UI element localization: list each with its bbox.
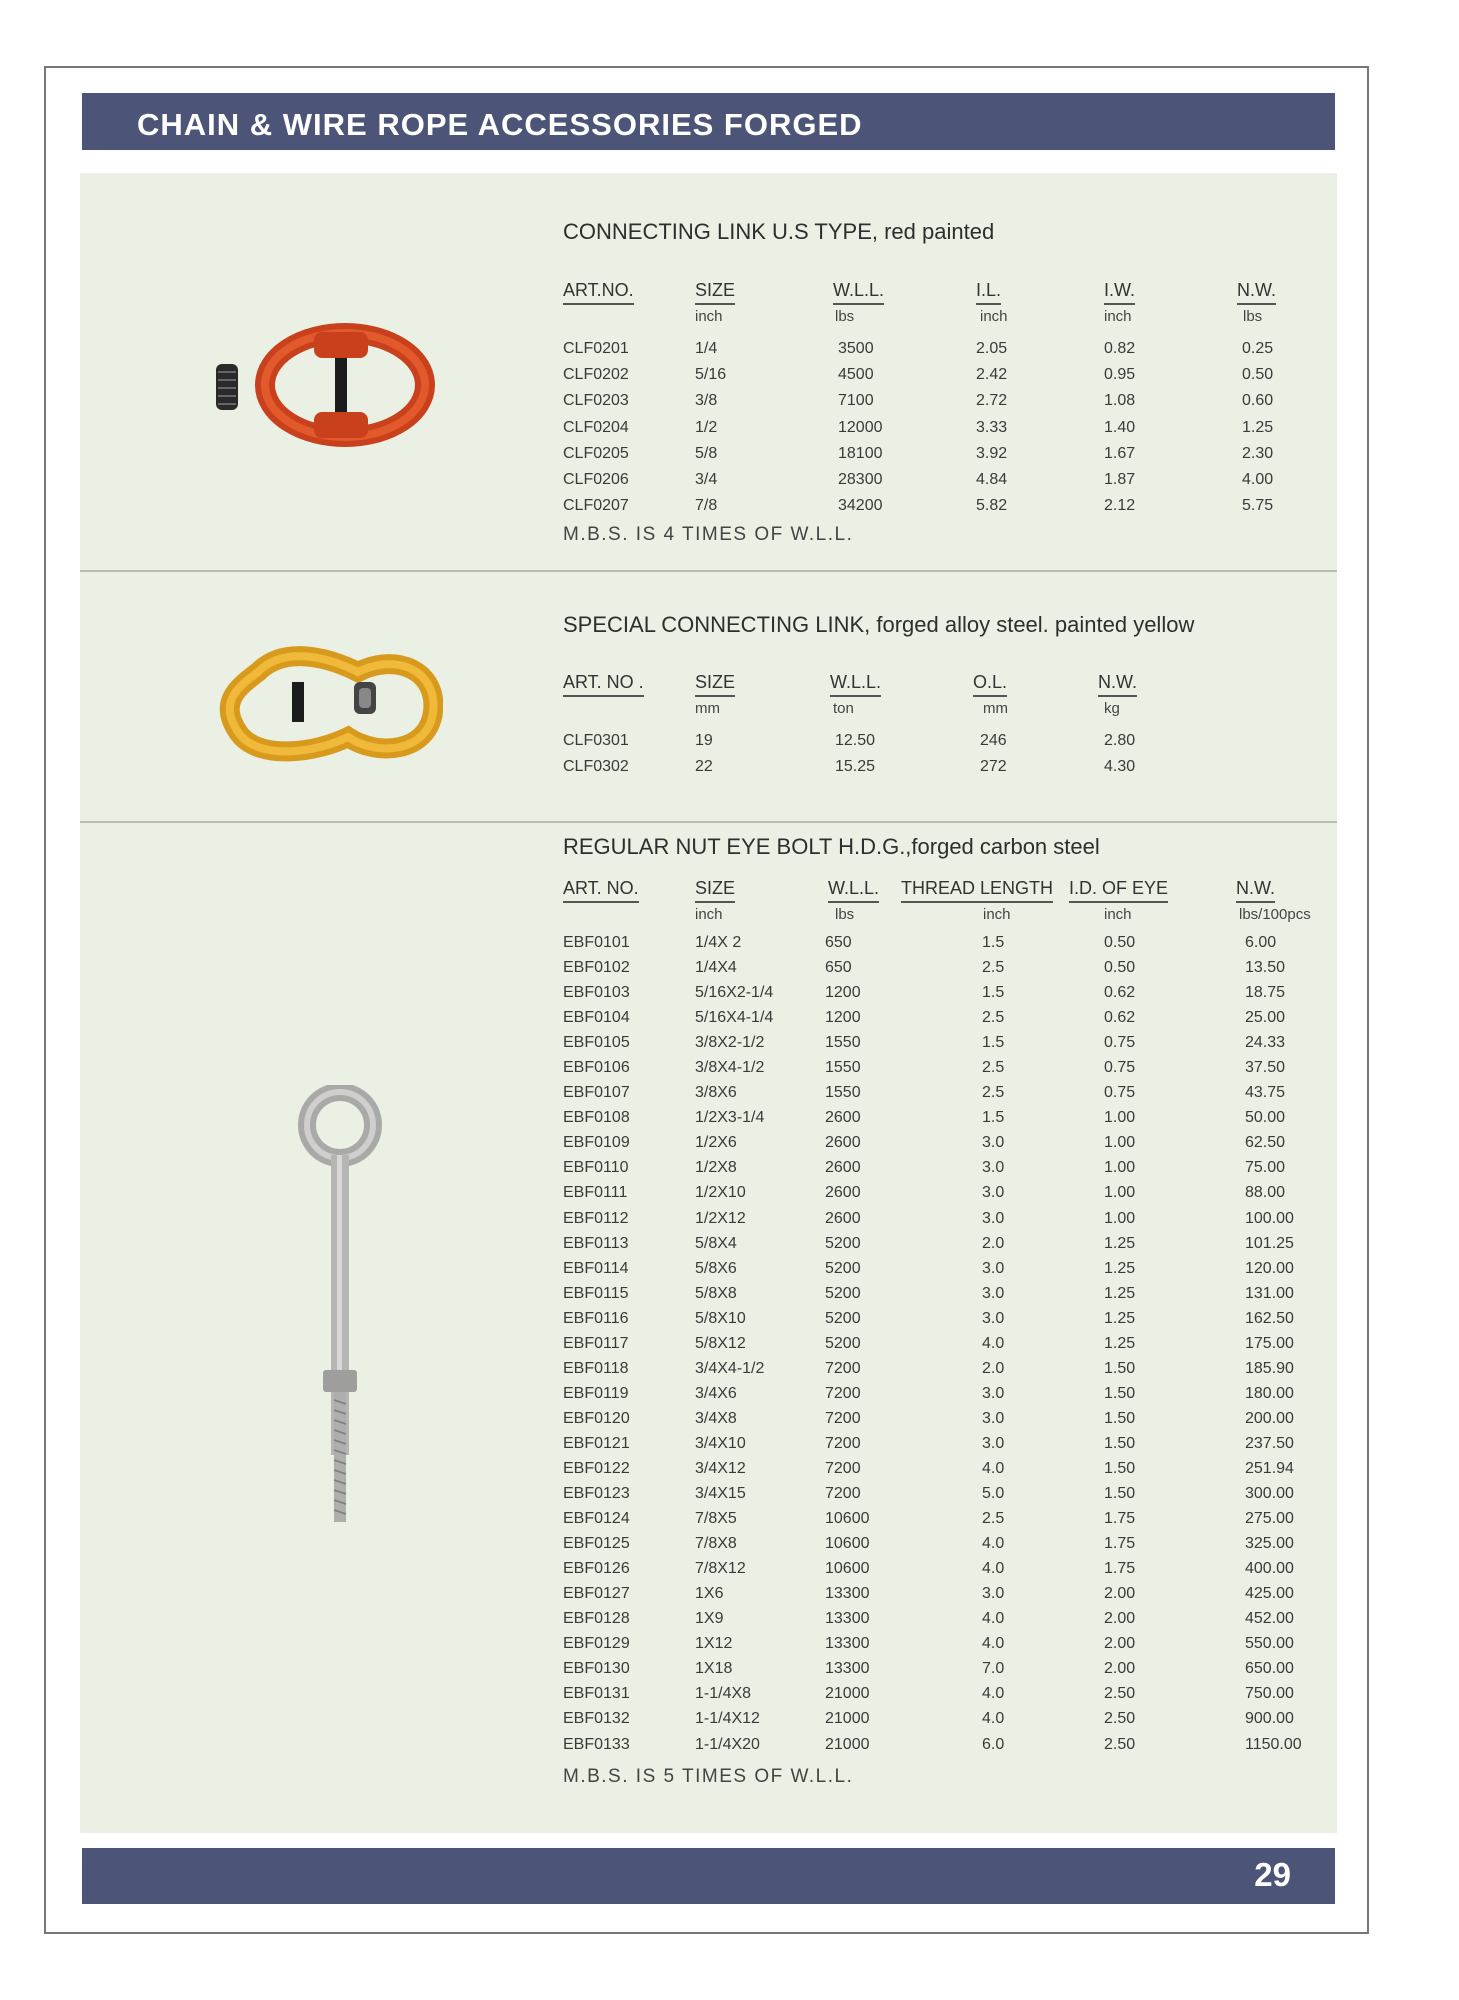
yellow-connecting-link-icon [218, 642, 443, 767]
table-cell: 1.25 [1104, 1284, 1136, 1302]
table-cell: 19 [695, 732, 713, 749]
column-unit: inch [1104, 308, 1132, 325]
section-divider [80, 821, 1337, 823]
table-cell: 2.42 [976, 366, 1008, 384]
table-cell: 325.00 [1245, 1535, 1294, 1553]
table-cell: 5/8 [695, 444, 718, 462]
column-unit: mm [983, 700, 1008, 717]
table-cell: 2.50 [1104, 1735, 1136, 1753]
table-cell: 1200 [825, 1009, 861, 1027]
column-header: O.L. [973, 672, 1007, 697]
table-cell: 1X9 [695, 1610, 724, 1628]
table-cell: 2.5 [982, 959, 1005, 977]
table-cell: 0.50 [1242, 366, 1274, 384]
table-cell: 1.25 [1242, 418, 1274, 436]
table-cell: 10600 [825, 1535, 870, 1553]
table-cell: 1.50 [1104, 1409, 1136, 1427]
table-cell: 10600 [825, 1510, 870, 1528]
table-cell: 452.00 [1245, 1610, 1294, 1628]
table-cell: 1.75 [1104, 1510, 1136, 1528]
table-cell: 15.25 [835, 758, 876, 775]
table-cell: 300.00 [1245, 1485, 1294, 1503]
table-cell: 1.00 [1104, 1159, 1136, 1177]
table-cell: 0.50 [1104, 959, 1136, 977]
table-cell: 3.0 [982, 1409, 1005, 1427]
table-cell: 18.75 [1245, 984, 1286, 1002]
table-cell: 5/8X12 [695, 1334, 746, 1352]
column-header: W.L.L. [830, 672, 881, 697]
table-cell: 21000 [825, 1710, 870, 1728]
column-unit: lbs [835, 308, 855, 325]
table-cell: EBF0116 [563, 1309, 629, 1327]
table-cell: EBF0103 [563, 984, 630, 1002]
table-cell: EBF0123 [563, 1485, 630, 1503]
table-cell: 24.33 [1245, 1034, 1286, 1052]
column-header: THREAD LENGTH [901, 878, 1053, 903]
table-cell: 0.62 [1104, 984, 1136, 1002]
table-cell: 4.00 [1242, 470, 1274, 488]
table-cell: 3.0 [982, 1134, 1005, 1152]
table-cell: 2.00 [1104, 1610, 1136, 1628]
table-cell: EBF0133 [563, 1735, 630, 1753]
table-cell: 7200 [825, 1485, 861, 1503]
table-cell: 175.00 [1245, 1334, 1294, 1352]
table-cell: 1.00 [1104, 1209, 1136, 1227]
table-cell: 275.00 [1245, 1510, 1294, 1528]
table-cell: 0.75 [1104, 1059, 1136, 1077]
table-cell: EBF0101 [563, 934, 630, 951]
table-cell: EBF0132 [563, 1710, 630, 1728]
table-cell: CLF0207 [563, 497, 629, 515]
table-cell: EBF0106 [563, 1059, 630, 1077]
table-cell: 7/8X5 [695, 1510, 737, 1528]
table-cell: 1.25 [1104, 1334, 1136, 1352]
table-cell: 3.0 [982, 1585, 1005, 1603]
table-cell: 5.82 [976, 497, 1008, 515]
table-cell: 5200 [825, 1284, 861, 1302]
table-cell: 2.50 [1104, 1685, 1136, 1703]
table-cell: 2600 [825, 1134, 861, 1152]
table-cell: 1.50 [1104, 1359, 1136, 1377]
table-cell: CLF0302 [563, 758, 629, 775]
table-cell: 4.0 [982, 1334, 1005, 1352]
column-unit: mm [695, 700, 720, 717]
table-cell: 0.25 [1242, 340, 1274, 357]
table-cell: 1X12 [695, 1635, 733, 1653]
column-header: N.W. [1236, 878, 1275, 903]
table-cell: 1.50 [1104, 1384, 1136, 1402]
table-cell: 162.50 [1245, 1309, 1294, 1327]
table-cell: 34200 [838, 497, 883, 515]
table-cell: 2.05 [976, 340, 1008, 357]
table-cell: 1.87 [1104, 470, 1136, 488]
table-cell: 1.75 [1104, 1535, 1136, 1553]
table-cell: EBF0107 [563, 1084, 630, 1102]
table-cell: 2600 [825, 1109, 861, 1127]
table-cell: 3.0 [982, 1259, 1005, 1277]
column-header: SIZE [695, 672, 735, 697]
table-cell: 3.92 [976, 444, 1008, 462]
table-cell: 120.00 [1245, 1259, 1294, 1277]
column-header: I.D. OF EYE [1069, 878, 1168, 903]
table-cell: 13300 [825, 1585, 870, 1603]
table-cell: 4500 [838, 366, 874, 384]
table-cell: EBF0126 [563, 1560, 630, 1578]
table-cell: EBF0121 [563, 1434, 630, 1452]
column-unit: kg [1104, 700, 1120, 717]
table-cell: 7200 [825, 1409, 861, 1427]
table-cell: 1200 [825, 984, 861, 1002]
table-cell: 3.0 [982, 1209, 1005, 1227]
table-cell: 1.67 [1104, 444, 1136, 462]
table-cell: EBF0114 [563, 1259, 629, 1277]
header-bar [82, 93, 1335, 150]
table-cell: 2.00 [1104, 1635, 1136, 1653]
table-cell: EBF0128 [563, 1610, 630, 1628]
table-cell: 5/8X4 [695, 1234, 737, 1252]
table-cell: 7200 [825, 1384, 861, 1402]
table-cell: 1/2X3-1/4 [695, 1109, 765, 1127]
table-cell: EBF0122 [563, 1459, 630, 1477]
table-cell: 251.94 [1245, 1459, 1294, 1477]
table-cell: 4.30 [1104, 758, 1136, 775]
table-cell: 5/16 [695, 366, 727, 384]
table-cell: 1550 [825, 1059, 861, 1077]
table-cell: CLF0206 [563, 470, 629, 488]
table-cell: 3500 [838, 340, 874, 357]
table-cell: EBF0105 [563, 1034, 630, 1052]
column-header: ART. NO . [563, 672, 644, 697]
table-cell: 3.33 [976, 418, 1008, 436]
table-cell: 2.5 [982, 1510, 1005, 1528]
table-cell: 200.00 [1245, 1409, 1294, 1427]
table-cell: 1/2X6 [695, 1134, 737, 1152]
table-cell: 13.50 [1245, 959, 1286, 977]
table-cell: 1.5 [982, 934, 1005, 951]
table-cell: EBF0130 [563, 1660, 630, 1678]
table-cell: 5/16X2-1/4 [695, 984, 774, 1002]
table-cell: 100.00 [1245, 1209, 1294, 1227]
table-cell: 3.0 [982, 1384, 1005, 1402]
spring-pin-icon [216, 364, 238, 410]
table-cell: 1.75 [1104, 1560, 1136, 1578]
table-cell: EBF0112 [563, 1209, 629, 1227]
table-cell: 2600 [825, 1184, 861, 1202]
column-header: I.L. [976, 280, 1001, 305]
column-unit: inch [983, 906, 1011, 923]
column-unit: lbs [835, 906, 855, 923]
table-cell: 12.50 [835, 732, 876, 749]
table-cell: 1550 [825, 1084, 861, 1102]
table-cell: 43.75 [1245, 1084, 1286, 1102]
table-cell: 180.00 [1245, 1384, 1294, 1402]
table-cell: 550.00 [1245, 1635, 1294, 1653]
table-cell: 0.60 [1242, 392, 1274, 410]
table-cell: 1550 [825, 1034, 861, 1052]
table-cell: 18100 [838, 444, 883, 462]
table-cell: 650 [825, 934, 852, 951]
table-cell: 650.00 [1245, 1660, 1294, 1678]
table-cell: 3/4X6 [695, 1384, 737, 1402]
table-cell: EBF0104 [563, 1009, 630, 1027]
column-unit: lbs/100pcs [1239, 906, 1311, 923]
table-cell: 1-1/4X12 [695, 1710, 760, 1728]
red-connecting-link-icon [210, 318, 440, 453]
table-cell: 3/4X12 [695, 1459, 746, 1477]
table-cell: 185.90 [1245, 1359, 1294, 1377]
table-cell: 2.30 [1242, 444, 1274, 462]
section-divider [80, 570, 1337, 572]
table-cell: 75.00 [1245, 1159, 1286, 1177]
table-cell: 13300 [825, 1610, 870, 1628]
footer-bar [82, 1848, 1335, 1904]
column-header: SIZE [695, 280, 735, 305]
table-cell: 1150.00 [1245, 1735, 1302, 1753]
table-cell: 5200 [825, 1259, 861, 1277]
table-cell: 101.25 [1245, 1234, 1294, 1252]
section-title: REGULAR NUT EYE BOLT H.D.G.,forged carbon steel [563, 834, 1100, 859]
table-cell: EBF0102 [563, 959, 630, 977]
mbs-note: M.B.S. IS 4 TIMES OF W.L.L. [563, 524, 854, 545]
table-cell: 3/4X4-1/2 [695, 1359, 765, 1377]
table-cell: 0.75 [1104, 1034, 1136, 1052]
table-cell: 10600 [825, 1560, 870, 1578]
table-cell: 1X18 [695, 1660, 733, 1678]
table-cell: 4.0 [982, 1710, 1005, 1728]
column-unit: inch [695, 308, 723, 325]
table-cell: 1/4X4 [695, 959, 737, 977]
table-cell: 3/8X6 [695, 1084, 737, 1102]
table-cell: 900.00 [1245, 1710, 1294, 1728]
table-cell: 5/8X8 [695, 1284, 737, 1302]
table-cell: 22 [695, 758, 713, 775]
table-cell: 3/8X2-1/2 [695, 1034, 765, 1052]
column-header: N.W. [1098, 672, 1137, 697]
table-cell: 0.75 [1104, 1084, 1136, 1102]
table-cell: 0.95 [1104, 366, 1136, 384]
table-cell: 7/8X8 [695, 1535, 737, 1553]
table-cell: 2.0 [982, 1234, 1005, 1252]
column-unit: inch [980, 308, 1008, 325]
table-cell: 62.50 [1245, 1134, 1286, 1152]
table-cell: 3.0 [982, 1284, 1005, 1302]
column-header: I.W. [1104, 280, 1135, 305]
table-cell: 1.5 [982, 1109, 1005, 1127]
table-cell: EBF0120 [563, 1409, 630, 1427]
table-cell: 1-1/4X8 [695, 1685, 752, 1703]
column-unit: ton [833, 700, 854, 717]
table-cell: EBF0131 [563, 1685, 630, 1703]
table-cell: 400.00 [1245, 1560, 1294, 1578]
table-cell: 5/8X10 [695, 1309, 746, 1327]
table-cell: 1.00 [1104, 1134, 1136, 1152]
table-cell: 2.5 [982, 1009, 1005, 1027]
table-cell: 50.00 [1245, 1109, 1286, 1127]
table-cell: 1/2X12 [695, 1209, 746, 1227]
table-cell: 3/4X10 [695, 1434, 746, 1452]
table-cell: EBF0115 [563, 1284, 629, 1302]
table-cell: 13300 [825, 1660, 870, 1678]
table-cell: 7100 [838, 392, 874, 410]
table-cell: 3/4X8 [695, 1409, 737, 1427]
table-cell: EBF0124 [563, 1510, 630, 1528]
table-cell: 0.82 [1104, 340, 1136, 357]
table-cell: 131.00 [1245, 1284, 1294, 1302]
table-cell: 1/4X 2 [695, 934, 742, 951]
table-cell: 6.0 [982, 1735, 1005, 1753]
table-cell: 5200 [825, 1234, 861, 1252]
table-cell: 246 [980, 732, 1007, 749]
table-cell: EBF0109 [563, 1134, 630, 1152]
table-cell: EBF0118 [563, 1359, 629, 1377]
table-cell: 2.0 [982, 1359, 1005, 1377]
table-cell: CLF0205 [563, 444, 629, 462]
table-cell: 1.50 [1104, 1459, 1136, 1477]
table-cell: 25.00 [1245, 1009, 1286, 1027]
column-header: ART. NO. [563, 878, 639, 903]
table-cell: 5.75 [1242, 497, 1274, 515]
table-cell: 5200 [825, 1309, 861, 1327]
table-cell: EBF0125 [563, 1535, 630, 1553]
table-cell: 750.00 [1245, 1685, 1294, 1703]
column-header: W.L.L. [833, 280, 884, 305]
table-cell: 88.00 [1245, 1184, 1286, 1202]
table-cell: 0.50 [1104, 934, 1136, 951]
table-cell: 3.0 [982, 1434, 1005, 1452]
table-cell: 1X6 [695, 1585, 724, 1603]
table-cell: 2.80 [1104, 732, 1136, 749]
table-cell: 3/4X15 [695, 1485, 746, 1503]
table-cell: 13300 [825, 1635, 870, 1653]
table-cell: 1/2 [695, 418, 718, 436]
table-cell: 1.25 [1104, 1309, 1136, 1327]
table-cell: 1/4 [695, 340, 718, 357]
table-cell: CLF0203 [563, 392, 629, 410]
table-cell: 5/16X4-1/4 [695, 1009, 774, 1027]
table-cell: 0.62 [1104, 1009, 1136, 1027]
table-cell: 3.0 [982, 1184, 1005, 1202]
table-cell: 2.5 [982, 1084, 1005, 1102]
column-unit: lbs [1243, 308, 1263, 325]
table-cell: CLF0301 [563, 732, 629, 749]
table-cell: 12000 [838, 418, 883, 436]
column-header: SIZE [695, 878, 735, 903]
table-cell: EBF0127 [563, 1585, 630, 1603]
table-cell: 2.00 [1104, 1585, 1136, 1603]
table-cell: 4.0 [982, 1635, 1005, 1653]
table-cell: 1/2X10 [695, 1184, 746, 1202]
table-cell: 21000 [825, 1685, 870, 1703]
column-header: N.W. [1237, 280, 1276, 305]
table-cell: CLF0204 [563, 418, 629, 436]
section-title: SPECIAL CONNECTING LINK, forged alloy steel. painted yellow [563, 612, 1195, 637]
table-cell: EBF0108 [563, 1109, 630, 1127]
table-cell: 2.5 [982, 1059, 1005, 1077]
table-cell: 3.0 [982, 1159, 1005, 1177]
table-cell: 7/8X12 [695, 1560, 746, 1578]
table-cell: EBF0113 [563, 1234, 629, 1252]
table-cell: 4.0 [982, 1685, 1005, 1703]
table-cell: 1.25 [1104, 1234, 1136, 1252]
table-cell: 272 [980, 758, 1007, 775]
table-cell: EBF0119 [563, 1384, 629, 1402]
table-cell: 1.25 [1104, 1259, 1136, 1277]
table-cell: 1.00 [1104, 1184, 1136, 1202]
table-cell: 237.50 [1245, 1434, 1294, 1452]
table-cell: 1-1/4X20 [695, 1735, 760, 1753]
column-unit: inch [695, 906, 723, 923]
table-cell: 1.5 [982, 984, 1005, 1002]
table-cell: 7200 [825, 1459, 861, 1477]
mbs-note: M.B.S. IS 5 TIMES OF W.L.L. [563, 1766, 854, 1787]
section-title: CONNECTING LINK U.S TYPE, red painted [563, 219, 995, 244]
table-cell: EBF0129 [563, 1635, 630, 1653]
table-cell: 7200 [825, 1434, 861, 1452]
column-unit: inch [1104, 906, 1132, 923]
table-cell: EBF0111 [563, 1184, 628, 1202]
table-cell: 2600 [825, 1209, 861, 1227]
table-cell: 650 [825, 959, 852, 977]
table-cell: 6.00 [1245, 934, 1277, 951]
table-cell: 4.84 [976, 470, 1008, 488]
table-cell: 1.5 [982, 1034, 1005, 1052]
table-cell: 425.00 [1245, 1585, 1294, 1603]
table-cell: EBF0110 [563, 1159, 629, 1177]
table-cell: 7/8 [695, 497, 718, 515]
table-cell: CLF0201 [563, 340, 629, 357]
table-cell: CLF0202 [563, 366, 629, 384]
table-cell: 4.0 [982, 1560, 1005, 1578]
eye-bolt-icon [290, 1085, 390, 1525]
table-cell: 1.00 [1104, 1109, 1136, 1127]
table-cell: 5/8X6 [695, 1259, 737, 1277]
table-cell: 4.0 [982, 1610, 1005, 1628]
table-cell: 3/8 [695, 392, 718, 410]
column-header: W.L.L. [828, 878, 879, 903]
table-cell: 2.50 [1104, 1710, 1136, 1728]
table-cell: 2.00 [1104, 1660, 1136, 1678]
column-header: ART.NO. [563, 280, 634, 305]
table-cell: 21000 [825, 1735, 870, 1753]
table-cell: 2.12 [1104, 497, 1136, 515]
table-cell: 5.0 [982, 1485, 1005, 1503]
table-cell: EBF0117 [563, 1334, 629, 1352]
page-title: CHAIN & WIRE ROPE ACCESSORIES FORGED [137, 107, 863, 142]
table-cell: 3/4 [695, 470, 718, 488]
table-cell: 28300 [838, 470, 883, 488]
table-cell: 4.0 [982, 1459, 1005, 1477]
page-number: 29 [1254, 1856, 1291, 1893]
table-cell: 3.0 [982, 1309, 1005, 1327]
table-cell: 7200 [825, 1359, 861, 1377]
table-cell: 1.08 [1104, 392, 1136, 410]
table-cell: 7.0 [982, 1660, 1005, 1678]
table-cell: 1/2X8 [695, 1159, 737, 1177]
table-cell: 1.50 [1104, 1434, 1136, 1452]
table-cell: 2600 [825, 1159, 861, 1177]
table-cell: 4.0 [982, 1535, 1005, 1553]
table-cell: 2.72 [976, 392, 1008, 410]
table-cell: 3/8X4-1/2 [695, 1059, 765, 1077]
table-cell: 1.50 [1104, 1485, 1136, 1503]
table-cell: 37.50 [1245, 1059, 1286, 1077]
table-cell: 1.40 [1104, 418, 1136, 436]
table-cell: 5200 [825, 1334, 861, 1352]
